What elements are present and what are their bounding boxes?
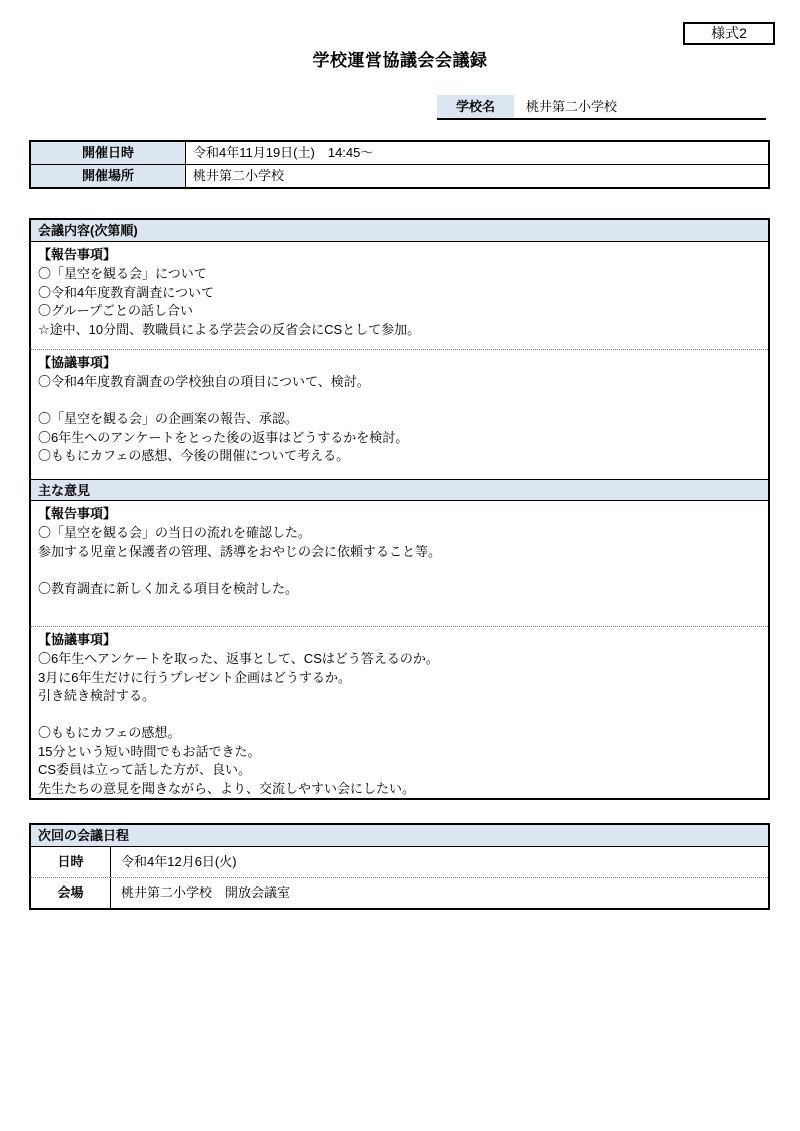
form-number-box: 様式2 <box>683 22 775 45</box>
text-line: 〇「星空を観る会」について <box>38 266 207 281</box>
table-row <box>31 847 768 878</box>
discussion-items-heading: 【協議事項】 <box>38 632 117 647</box>
opinions-report-block <box>31 501 768 627</box>
next-meeting-table <box>29 823 770 910</box>
text-line <box>38 561 761 580</box>
text-line: 〇令和4年度教育調査の学校独自の項目について、検討。 <box>38 374 370 389</box>
text-line <box>38 392 761 411</box>
report-items-heading: 【報告事項】 <box>38 506 117 521</box>
table-row <box>31 164 768 187</box>
school-name-value: 桃井第二小学校 <box>526 99 618 114</box>
meeting-content-table <box>29 218 770 800</box>
agenda-section-header: 会議内容(次第順) <box>31 220 768 242</box>
opinions-discussion-block <box>31 627 768 798</box>
document-title: 学校運営協議会会議録 <box>312 51 488 70</box>
text-line: 3月に6年生だけに行うプレゼント企画はどうするか。 <box>38 669 351 685</box>
text-line: CS委員は立って話した方が、良い。 <box>38 762 252 777</box>
next-meeting-header: 次回の会議日程 <box>31 825 768 847</box>
text-line: 〇ももにカフェの感想、今後の開催について考える。 <box>38 448 350 463</box>
school-name-label: 学校名 <box>437 95 514 118</box>
discussion-items-lines <box>38 650 761 798</box>
discussion-items-heading: 【協議事項】 <box>38 355 117 370</box>
next-meeting-datetime-value: 令和4年12月6日(火) <box>121 854 237 869</box>
text-line: 先生たちの意見を聞きながら、より、交流しやすい会にしたい。 <box>38 780 416 796</box>
text-line: 〇「星空を観る会」の企画案の報告、承認。 <box>38 411 299 426</box>
text-line: 〇6年生へのアンケートをとった後の返事はどうするかを検討。 <box>38 429 409 445</box>
text-line: 〇令和4年度教育調査について <box>38 284 214 300</box>
agenda-discussion-block <box>31 350 768 479</box>
text-line: 〇6年生へアンケートを取った、返事として、CSはどう答えるのか。 <box>38 651 439 666</box>
text-line: ☆途中、10分間、教職員による学芸会の反省会にCSとして参加。 <box>38 321 421 337</box>
table-row <box>31 878 768 908</box>
text-line: 〇「星空を観る会」の当日の流れを確認した。 <box>38 525 312 540</box>
text-line: 〇グループごとの話し合い <box>38 303 193 318</box>
meeting-place-label: 開催場所 <box>31 165 186 187</box>
text-line: 〇教育調査に新しく加える項目を検討した。 <box>38 580 299 596</box>
school-name-row <box>437 95 766 120</box>
meeting-datetime-label: 開催日時 <box>31 142 186 164</box>
table-row <box>31 142 768 164</box>
text-line: 引き続き検討する。 <box>38 688 156 703</box>
text-line: 参加する児童と保護者の管理、誘導をおやじの会に依頼すること等。 <box>38 543 442 559</box>
next-meeting-venue-value: 桃井第二小学校 開放会議室 <box>121 885 291 900</box>
report-items-heading: 【報告事項】 <box>38 247 117 262</box>
agenda-report-block <box>31 242 768 350</box>
text-line: 15分という短い時間でもお話できた。 <box>38 743 261 759</box>
report-items-lines <box>38 524 761 598</box>
meeting-datetime-value: 令和4年11月19日(土) 14:45～ <box>193 145 374 160</box>
meeting-place-value: 桃井第二小学校 <box>193 168 285 183</box>
next-meeting-datetime-label: 日時 <box>31 847 111 877</box>
text-line <box>38 706 761 725</box>
meeting-info-table <box>29 140 770 189</box>
report-items-lines <box>38 265 761 339</box>
discussion-items-lines <box>38 373 761 466</box>
next-meeting-venue-label: 会場 <box>31 878 111 908</box>
text-line: 〇ももにカフェの感想。 <box>38 725 181 740</box>
opinions-section-header: 主な意見 <box>31 479 768 501</box>
